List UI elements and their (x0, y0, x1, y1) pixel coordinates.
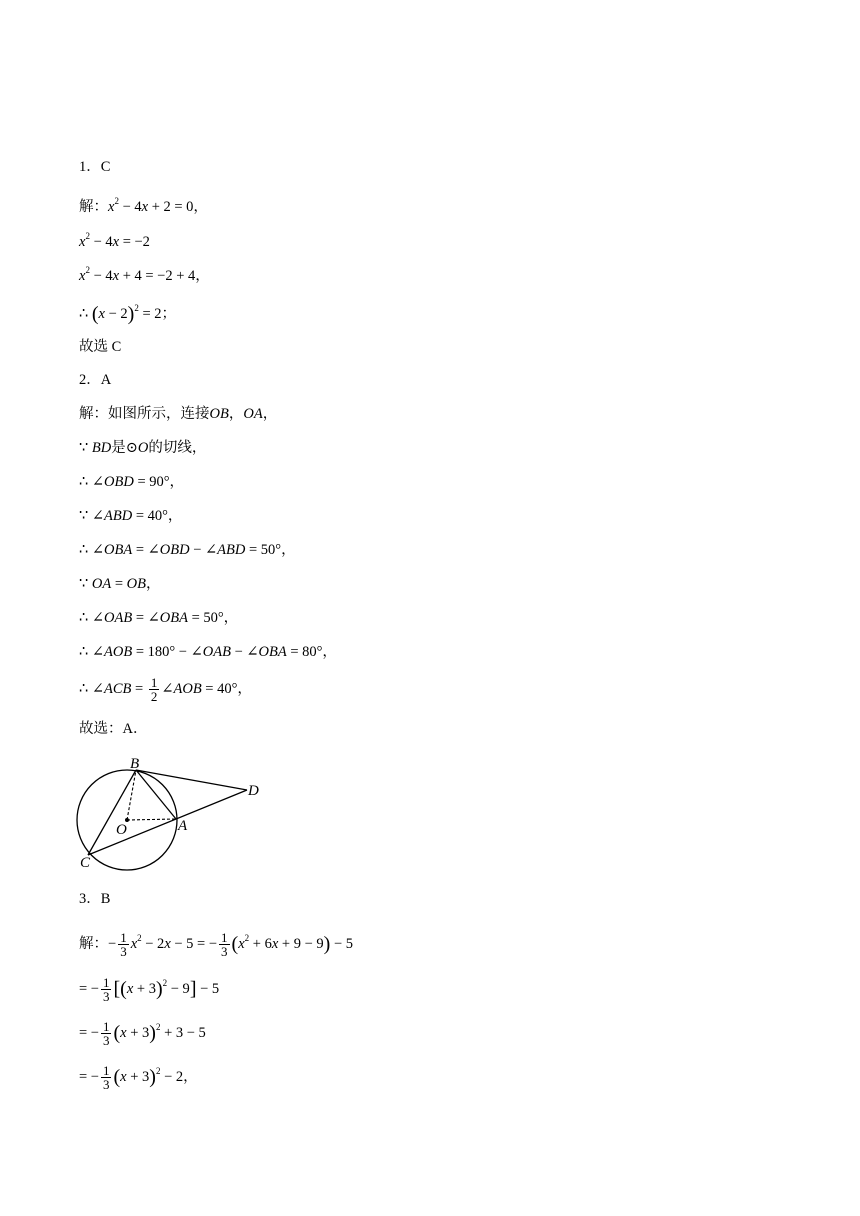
segment-ob: OB (209, 406, 229, 422)
word-is: 是 (111, 440, 126, 456)
q3-step-4: = − $\frac{1}{3}$ $(x + 3)^2 - 2$， (79, 1063, 198, 1093)
solution-label: 解： (79, 199, 108, 215)
q2-step-tangent (79, 438, 206, 458)
tangent-text: 的切线， (148, 440, 207, 456)
q2-step-oba: ∴ ∠OBA = ∠OBD − ∠ABD = 50°， (79, 542, 296, 558)
segment-oa-dashed (127, 819, 176, 820)
because-symbol: ∵ (79, 440, 89, 456)
punct: ； (161, 306, 177, 322)
q2-step-oa-ob: ∵ OA = OB， (79, 576, 161, 592)
segment-cd-line (88, 790, 247, 855)
q1-answer: 故选 C (79, 339, 122, 355)
q2-step-intro (79, 404, 277, 424)
q2-step-abd: ∵ ∠ABD = 40°， (79, 508, 183, 524)
q2-step-oab: ∴ ∠OAB = ∠OBA = 50°， (79, 610, 239, 626)
solution-label: 解： (79, 936, 108, 952)
q2-step-aob: ∴ ∠AOB = 180° − ∠OAB − ∠OBA = 80°， (79, 644, 337, 660)
label-b: B (130, 756, 140, 772)
q2-heading: 2．A (79, 372, 112, 388)
circle-o: ⊙O (125, 440, 149, 456)
punct: ， (195, 268, 210, 284)
label-c: C (80, 855, 91, 871)
punct: ， (262, 406, 278, 422)
q1-step-1: 解：$x^2 - 4x + 2 = 0$， (79, 196, 208, 215)
q1-step-4: ∴ $(x - 2)^2 = 2$； (79, 303, 177, 325)
q3-step-2: = − $\frac{1}{3}$ $[(x + 3)^2 - 9] - 5$ (79, 975, 220, 1005)
q2-answer: 故选：A． (79, 721, 148, 737)
punct: ， (193, 199, 208, 215)
label-a: A (178, 818, 188, 834)
q3-heading: 3．B (79, 891, 111, 907)
q1-heading: 1．C (79, 159, 111, 175)
q3-step-1: 解：− $\frac{1}{3}$ $x^2 - 2x - 5$ = − $\frac{1}{3}$ $(x^2 + 6x + 9 - 9) - 5$ (79, 930, 353, 960)
punct: ， (228, 406, 244, 422)
q2-step-obd: ∴ ∠OBD = 90°， (79, 474, 185, 490)
q1-step-3: $x^2 - 4x + 4 = -2 + 4$， (79, 265, 210, 284)
segment-oa: OA (243, 406, 263, 422)
q2-step-acb: ∴ ∠ACB = $\frac{1}{2}$ ∠AOB = 40°， (79, 675, 252, 704)
intro-text: 解：如图所示，连接 (79, 406, 210, 422)
label-d: D (248, 783, 259, 799)
segment-bd: BD (91, 440, 112, 456)
segment-bd-line (136, 770, 247, 790)
q3-step-3: = − $\frac{1}{3}$ $(x + 3)^2 + 3 - 5$ (79, 1019, 206, 1049)
label-o: O (116, 822, 127, 838)
geometry-figure (70, 752, 270, 874)
q1-step-2: $x^2 - 4x = -2$ (79, 231, 150, 250)
